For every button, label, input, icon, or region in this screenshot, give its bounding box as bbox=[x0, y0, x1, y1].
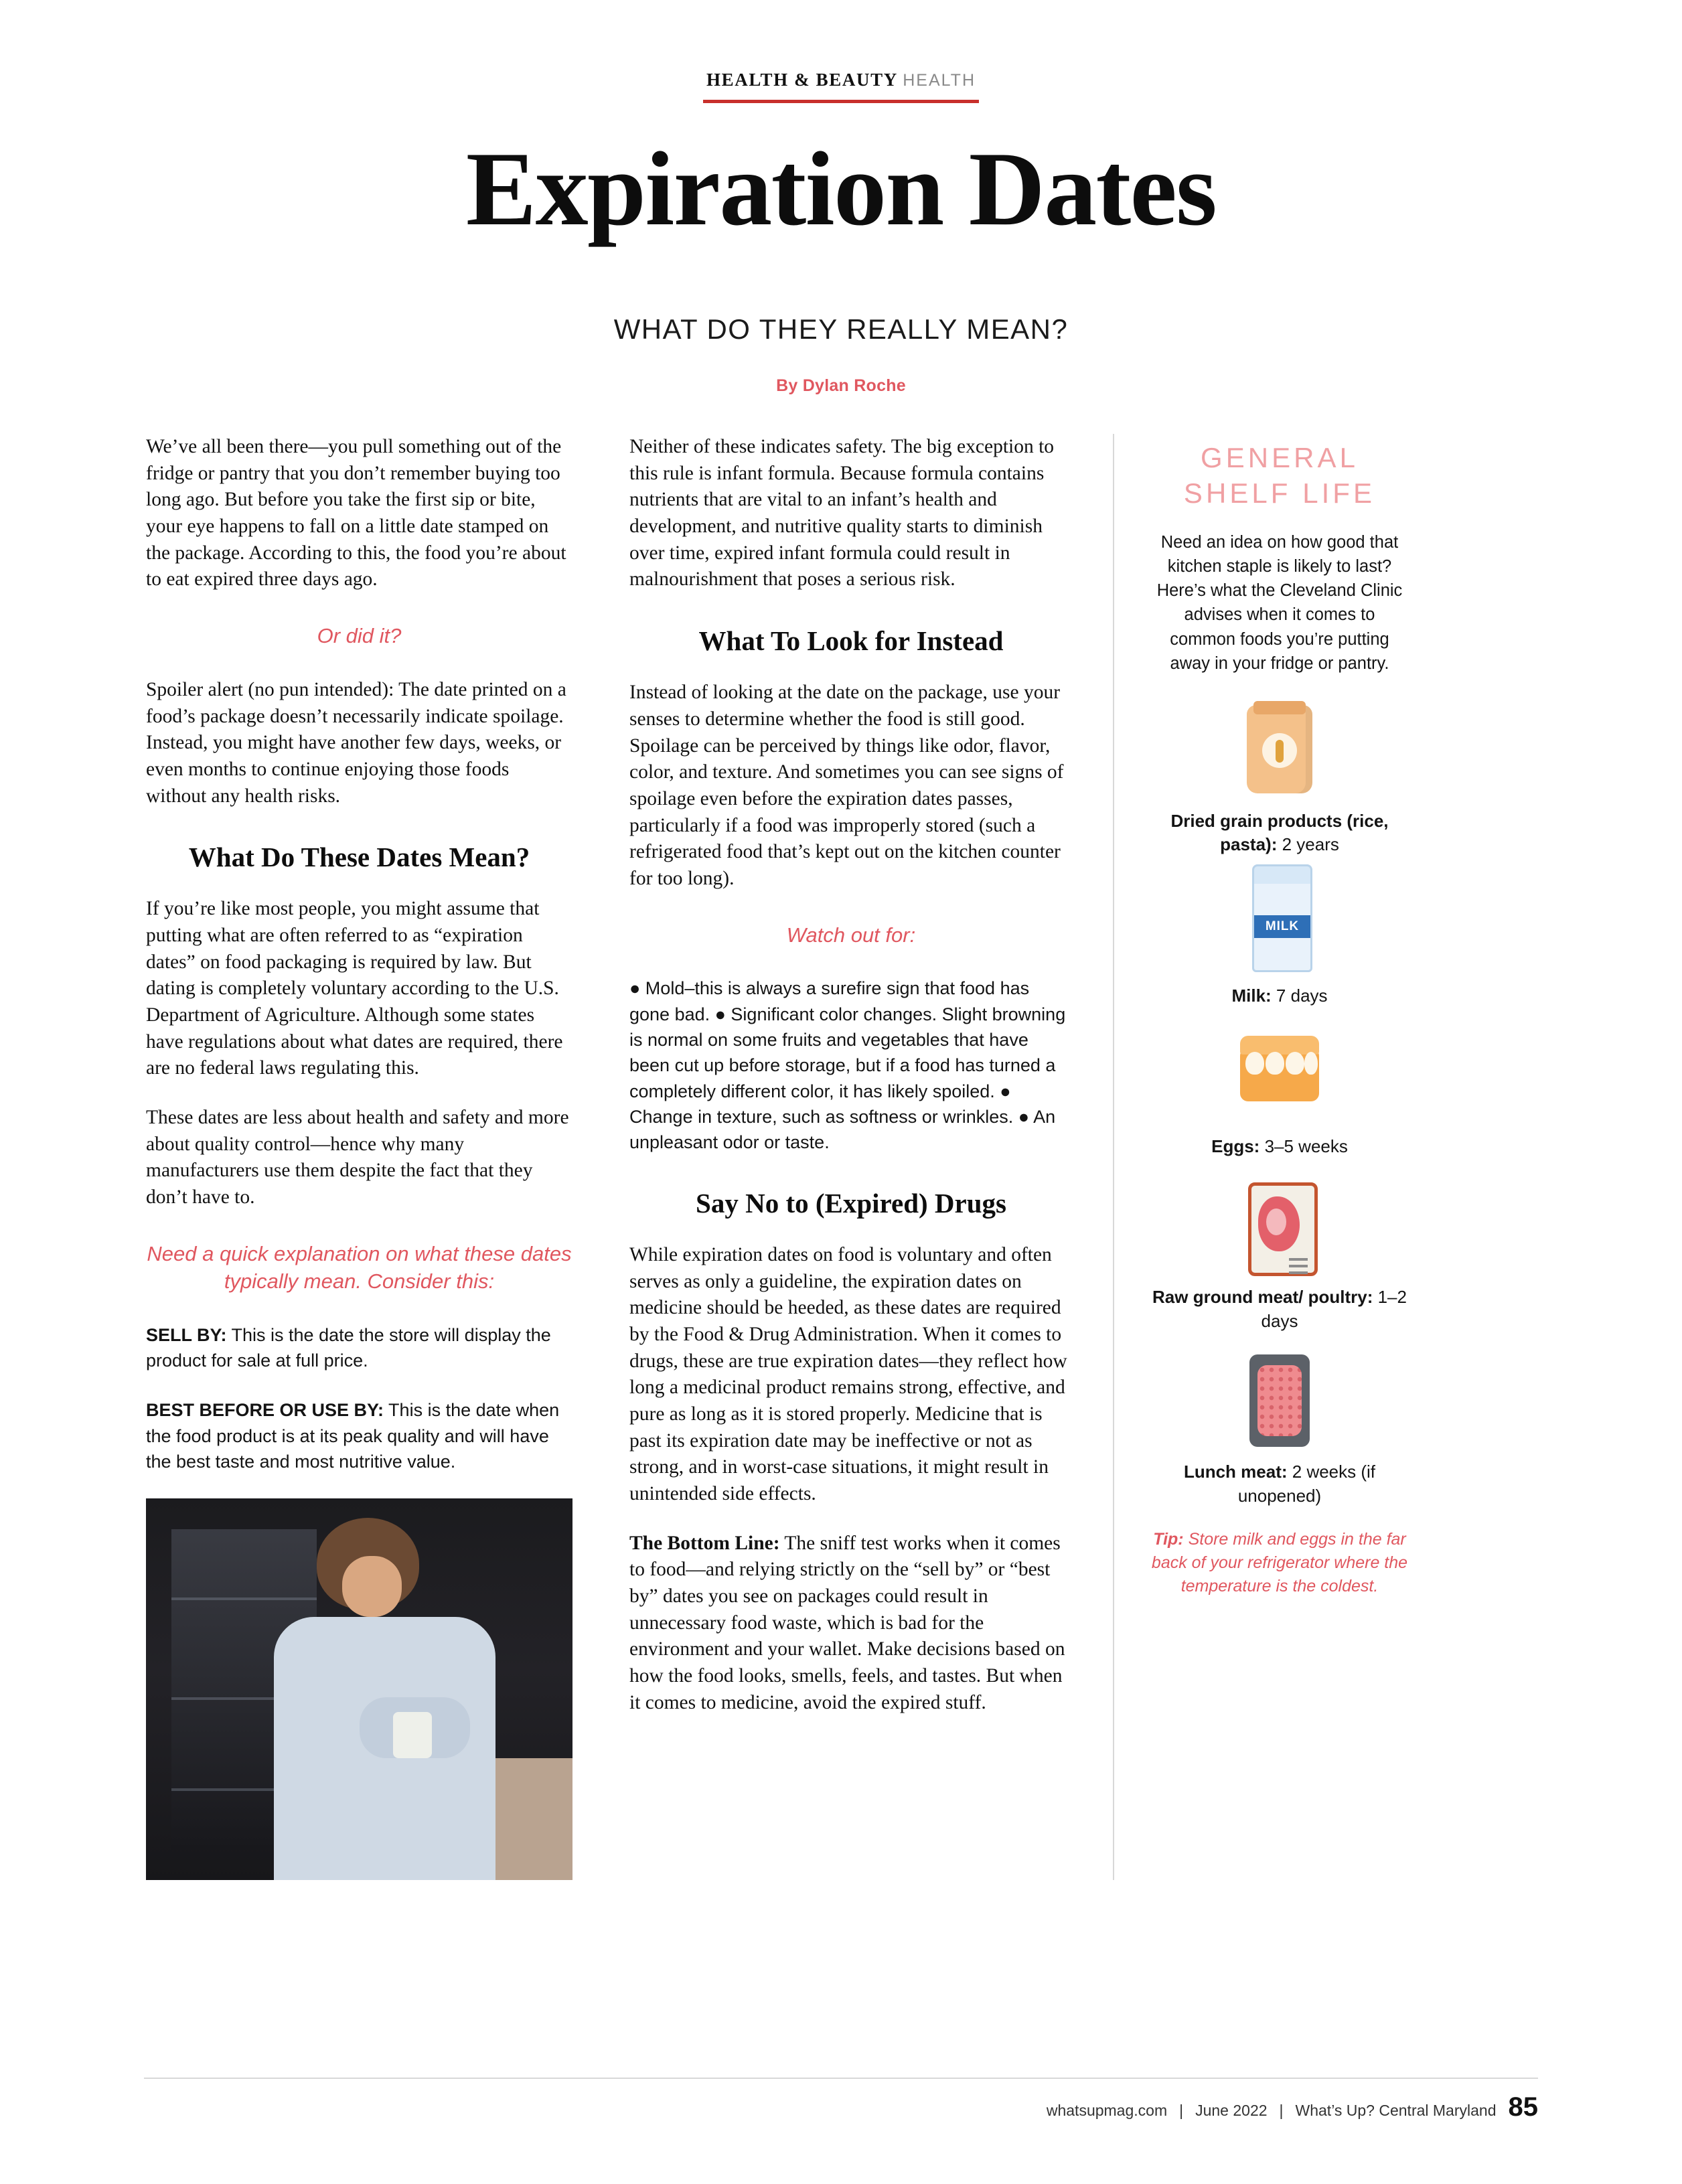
sidebar-title-line1: GENERAL bbox=[1200, 442, 1359, 473]
pull-quote: Or did it? bbox=[317, 624, 402, 648]
shelf-life-item bbox=[1144, 1350, 1416, 1508]
definition-sell-by bbox=[146, 1322, 572, 1374]
photo-food-item bbox=[393, 1712, 431, 1758]
sidebar bbox=[1113, 434, 1416, 1880]
grain-bag-icon bbox=[1229, 700, 1330, 800]
shelf-life-value: 1–2 days bbox=[1261, 1287, 1407, 1331]
shelf-life-item bbox=[1144, 1025, 1416, 1158]
sidebar-intro: Need an idea on how good that kitchen staple is likely to last? Here’s what the Cleveland Clinic advises when it comes to common foods you’re putting away in your fridge or pantry. bbox=[1156, 532, 1403, 673]
shelf-life-label: Raw ground meat/ poultry: bbox=[1152, 1287, 1373, 1308]
kicker-sub: HEALTH bbox=[903, 71, 976, 90]
sidebar-title-line2: SHELF LIFE bbox=[1183, 477, 1376, 509]
pull-quote: Watch out for: bbox=[786, 923, 916, 947]
warning-signs-list: ● Mold–this is always a surefire sign that food has gone bad. ● Significant color changes. Slight browning is normal on some fruits and vegetables that have been cut up before storage, but if a food has turned a completely different color, it has likely spoiled. ● Change in texture, such as softness or wrinkles. ● An unpleasant odor or taste. bbox=[629, 978, 1066, 1153]
footer-divider bbox=[144, 2078, 1538, 2079]
footer-publication: What’s Up? Central Maryland bbox=[1295, 2102, 1497, 2119]
shelf-life-item bbox=[1144, 1176, 1416, 1333]
shelf-life-label: Milk: bbox=[1231, 985, 1272, 1006]
shelf-life-value: 2 weeks (if unopened) bbox=[1237, 1462, 1376, 1506]
page-subtitle: WHAT DO THEY REALLY MEAN? bbox=[613, 313, 1069, 345]
paragraph: If you’re like most people, you might assume that putting what are often referred to as “expiration dates” on food packaging is required by law. But dating is completely voluntary according to the U.S. Department of Agriculture. Although some states have regulations about what dates are required, there are no federal laws regulating this. bbox=[146, 898, 563, 1079]
footer-separator: | bbox=[1179, 2102, 1184, 2119]
page-title: Expiration Dates bbox=[465, 131, 1217, 248]
bottom-line-term: The Bottom Line: bbox=[629, 1532, 780, 1554]
definition-term: BEST BEFORE OR USE BY: bbox=[146, 1400, 384, 1421]
masthead bbox=[0, 0, 1682, 396]
kicker-main: HEALTH & BEAUTY bbox=[706, 70, 897, 90]
article-photo bbox=[146, 1498, 572, 1880]
photo-shelf bbox=[171, 1597, 317, 1600]
tip-term: Tip: bbox=[1153, 1529, 1184, 1549]
definition-text: This is the date the store will display the product for sale at full price. bbox=[146, 1324, 551, 1371]
shelf-life-caption bbox=[1144, 1135, 1416, 1158]
shelf-life-value: 2 years bbox=[1277, 834, 1339, 855]
paragraph: Spoiler alert (no pun intended): The date printed on a food’s package doesn’t necessarily indicate spoilage. Instead, you might have another few days, weeks, or even months to continue enjoying those foods without any health risks. bbox=[146, 678, 566, 807]
shelf-life-value: 3–5 weeks bbox=[1259, 1136, 1348, 1157]
shelf-life-caption bbox=[1144, 1285, 1416, 1333]
bottom-line-text: The sniff test works when it comes to food—and relying strictly on the “sell by” or “best by” dates you see on packages could result in unnecessary food waste, which is bad for the environment and your wallet. Make decisions based on how the food looks, smells, feels, and tastes. But when it comes to medicine, avoid the expired stuff. bbox=[629, 1532, 1065, 1713]
footer-separator: | bbox=[1279, 2102, 1284, 2119]
lunch-meat-icon bbox=[1229, 1350, 1330, 1451]
page-number: 85 bbox=[1508, 2092, 1538, 2122]
bottom-line-paragraph bbox=[629, 1531, 1073, 1717]
shelf-life-caption bbox=[1144, 809, 1416, 857]
section-heading: What To Look for Instead bbox=[698, 625, 1004, 657]
milk-icon-text: MILK bbox=[1265, 919, 1300, 933]
article-columns bbox=[0, 434, 1682, 1880]
shelf-life-item bbox=[1144, 700, 1416, 857]
shelf-life-value: 7 days bbox=[1271, 985, 1328, 1006]
paragraph: These dates are less about health and safety and more about quality control—hence why many manufacturers use them despite the fact that they don’t have to. bbox=[146, 1107, 569, 1208]
shelf-life-label: Dried grain products (rice, pasta): bbox=[1170, 811, 1389, 855]
shelf-life-label: Lunch meat: bbox=[1183, 1462, 1288, 1482]
milk-carton-icon bbox=[1229, 874, 1330, 975]
egg-carton-icon bbox=[1229, 1025, 1330, 1125]
tip-text: Store milk and eggs in the far back of your refrigerator where the temperature is the coldest. bbox=[1151, 1529, 1408, 1595]
definition-text: This is the date when the food product is at its peak quality and will have the best taste and most nutritive value. bbox=[146, 1400, 560, 1472]
footer-issue: June 2022 bbox=[1195, 2102, 1268, 2119]
paragraph: While expiration dates on food is voluntary and often serves as only a guideline, the expiration dates on medicine should be heeded, as these dates are required by the Food & Drug Administration. When it comes to drugs, these are true expiration dates—they reflect how long a medicinal product remains strong, effective, and pure as long as it is stored properly. Medicine that is past its expiration date may be ineffective or not as strong, and in worst-case situations, it might result in unintended side effects. bbox=[629, 1243, 1067, 1504]
shelf-life-caption bbox=[1144, 1460, 1416, 1508]
definition-term: SELL BY: bbox=[146, 1324, 227, 1345]
paragraph: Instead of looking at the date on the package, use your senses to determine whether the food is still good. Spoilage can be perceived by things like odor, flavor, color, and texture. And sometimes you can see signs of spoilage even before the expiration dates passes, particularly if a food was improperly stored (such a refrigerated food that’s kept out on the kitchen counter for too long). bbox=[629, 682, 1064, 889]
paragraph: We’ve all been there—you pull something out of the fridge or pantry that you don’t remember buying too long ago. But before you take the first sip or bite, your eye happens to fall on a little date stamped on the package. According to this, the food you’re about to eat expired three days ago. bbox=[146, 436, 566, 591]
byline: By Dylan Roche bbox=[776, 376, 906, 395]
page-footer bbox=[0, 2078, 1682, 2122]
column-one bbox=[146, 434, 629, 1880]
paragraph: Neither of these indicates safety. The big exception to this rule is infant formula. Because formula contains nutrients that are vital to an infant’s health and development, and nutritive quality starts to diminish over time, expired infant formula could result in malnourishment that poses a serious risk. bbox=[629, 436, 1055, 591]
accent-rule bbox=[703, 100, 979, 103]
sidebar-tip bbox=[1144, 1528, 1416, 1598]
shelf-life-label: Eggs: bbox=[1211, 1136, 1260, 1157]
column-two bbox=[629, 434, 1113, 1880]
photo-person-face bbox=[342, 1556, 402, 1617]
pull-quote: Need a quick explanation on what these dates typically mean. Consider this: bbox=[147, 1241, 572, 1293]
sidebar-title bbox=[1144, 441, 1416, 512]
section-heading: Say No to (Expired) Drugs bbox=[696, 1187, 1006, 1219]
definition-best-before bbox=[146, 1397, 572, 1474]
raw-meat-icon bbox=[1229, 1176, 1330, 1276]
shelf-life-item bbox=[1144, 874, 1416, 1008]
shelf-life-caption bbox=[1144, 984, 1416, 1008]
footer-site: whatsupmag.com bbox=[1046, 2102, 1168, 2119]
section-heading: What Do These Dates Mean? bbox=[188, 842, 530, 873]
section-kicker bbox=[706, 70, 976, 90]
